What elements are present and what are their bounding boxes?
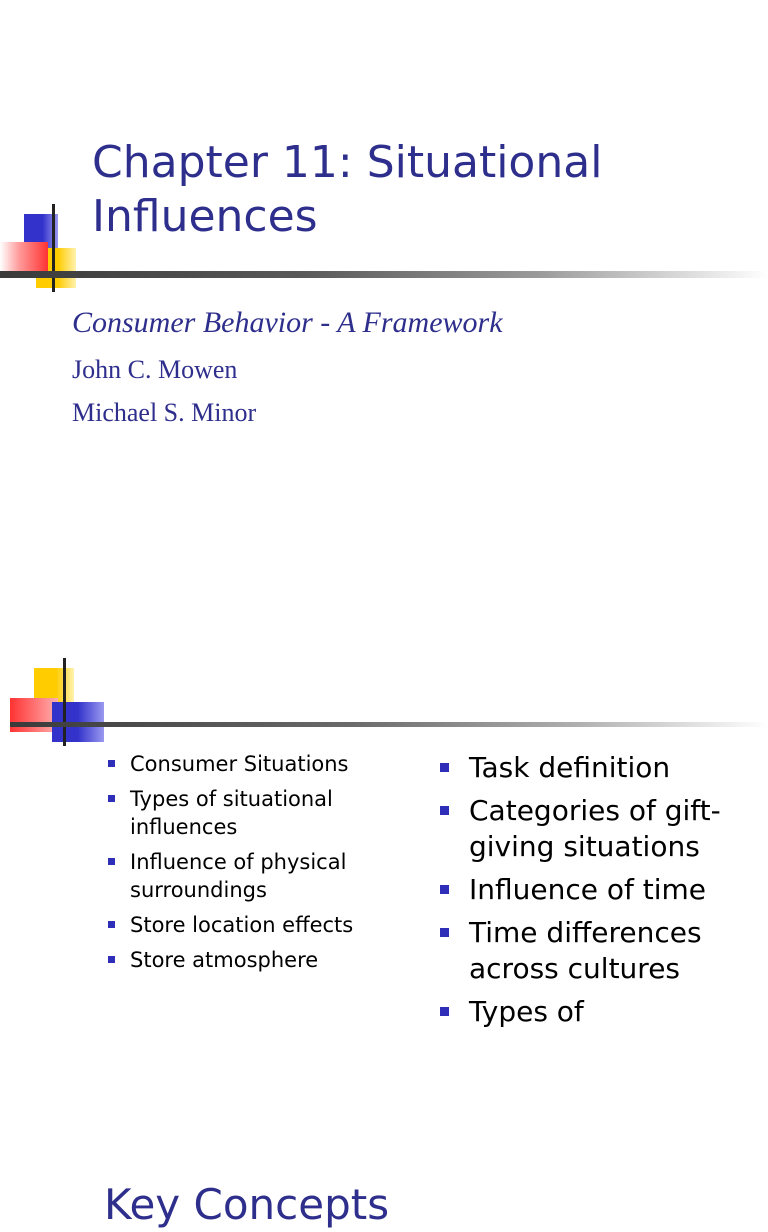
- bullet-icon: [108, 760, 115, 767]
- author-name: John C. Mowen: [72, 355, 238, 384]
- corner-decoration: [0, 652, 110, 752]
- bullet-icon: [108, 921, 115, 928]
- bullet-icon: [440, 763, 449, 772]
- vertical-line: [63, 658, 66, 746]
- list-item: Categories of gift-giving situations: [438, 793, 758, 865]
- bullet-icon: [440, 928, 449, 937]
- title-divider: [0, 271, 768, 278]
- list-item: Store location effects: [106, 911, 406, 939]
- list-item: Influence of physical surroundings: [106, 848, 406, 904]
- vertical-line: [52, 204, 55, 292]
- bullet-icon: [108, 858, 115, 865]
- list-item: Consumer Situations: [106, 750, 406, 778]
- book-subtitle: Consumer Behavior - A Framework: [72, 306, 503, 339]
- red-square: [0, 242, 48, 274]
- corner-decoration: [0, 200, 100, 295]
- title-divider: [10, 722, 768, 727]
- bullet-icon: [440, 806, 449, 815]
- list-item: Time differences across cultures: [438, 915, 758, 987]
- page-title: Key Concepts: [104, 1180, 390, 1229]
- title-slide: [0, 0, 768, 512]
- list-item: Types of: [438, 994, 758, 1030]
- list-item: Influence of time: [438, 872, 758, 908]
- concept-list-left: [106, 750, 406, 981]
- list-item: Types of situational influences: [106, 785, 406, 841]
- bullet-icon: [108, 956, 115, 963]
- bullet-icon: [440, 1007, 449, 1016]
- bullet-icon: [108, 795, 115, 802]
- list-item: Store atmosphere: [106, 946, 406, 974]
- page-title: Chapter 11: Situational Influences: [92, 137, 603, 242]
- author-name: Michael S. Minor: [72, 398, 257, 427]
- bullet-icon: [440, 885, 449, 894]
- concept-list-right: [438, 750, 758, 1037]
- list-item: Task definition: [438, 750, 758, 786]
